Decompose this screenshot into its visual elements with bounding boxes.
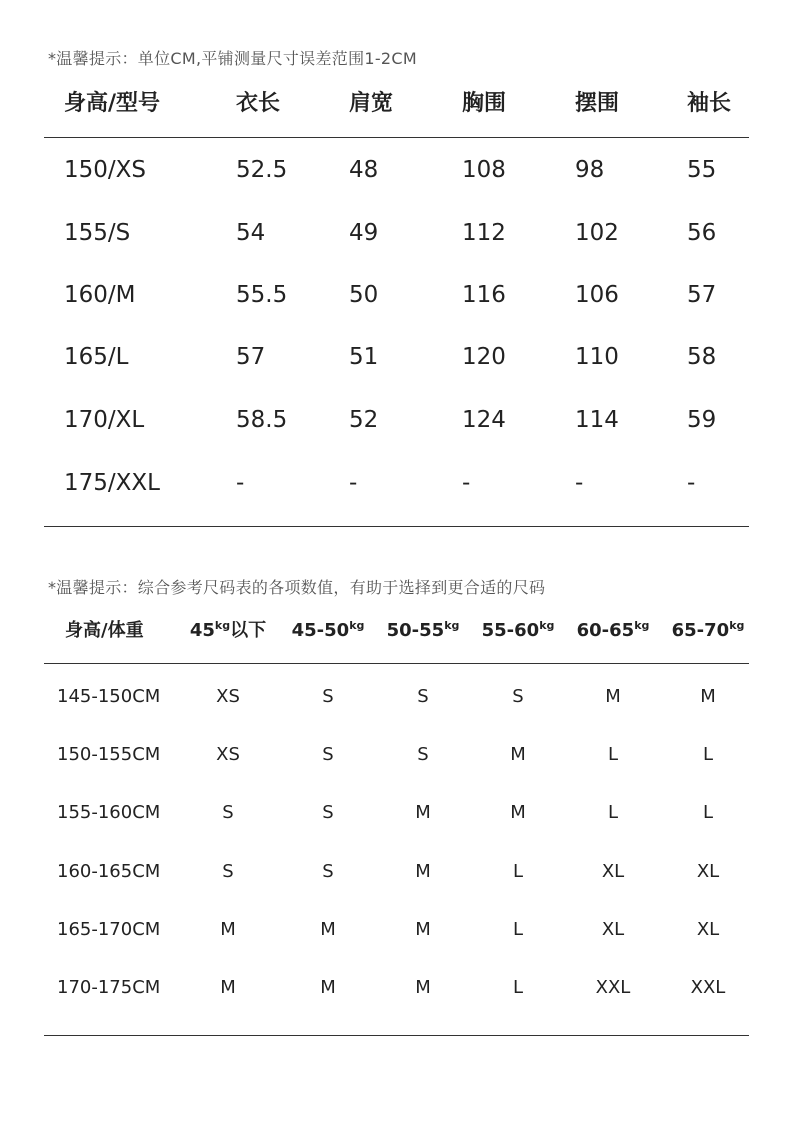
table1-top-rule <box>44 137 749 138</box>
sleeve-cell: - <box>687 470 696 496</box>
size-cell: XL <box>696 861 720 882</box>
hem-cell: 114 <box>575 407 619 433</box>
table-row <box>0 150 790 190</box>
header-height-size: 身高/型号 <box>64 91 161 116</box>
sleeve-cell: 59 <box>687 407 717 433</box>
size-cell: 170/XL <box>64 407 145 433</box>
table1-bottom-rule <box>44 526 749 527</box>
length-cell: 55.5 <box>236 282 288 308</box>
header-shoulder: 肩宽 <box>349 91 394 116</box>
size-cell: M <box>510 744 526 765</box>
header-weight-50-55: $50-55^{kg}$ <box>386 619 460 641</box>
hem-cell: - <box>575 470 584 496</box>
header-length: 衣长 <box>236 91 281 116</box>
reference-note: *温馨提示：综合参考尺码表的各项数值，有助于选择到更合适的尺码 <box>48 578 546 597</box>
size-cell: M <box>415 861 431 882</box>
height-cell: 170-175CM <box>57 977 161 998</box>
table2-bottom-rule <box>44 1035 749 1036</box>
size-table-header <box>0 84 790 124</box>
header-chest: 胸围 <box>462 91 507 116</box>
shoulder-cell: 51 <box>349 344 379 370</box>
chest-cell: 108 <box>462 157 506 183</box>
length-cell: - <box>236 470 245 496</box>
shoulder-cell: 50 <box>349 282 379 308</box>
sleeve-cell: 55 <box>687 157 717 183</box>
weight-table-header <box>0 613 790 649</box>
size-cell: M <box>415 977 431 998</box>
length-cell: 52.5 <box>236 157 288 183</box>
size-cell: M <box>320 977 336 998</box>
chest-cell: 112 <box>462 220 506 246</box>
size-cell: L <box>512 977 524 998</box>
size-cell: 165/L <box>64 344 129 370</box>
table2-top-rule <box>44 663 749 664</box>
table-row <box>0 213 790 253</box>
chest-cell: 120 <box>462 344 506 370</box>
size-cell: M <box>605 686 621 707</box>
size-cell: L <box>512 919 524 940</box>
size-cell: M <box>320 919 336 940</box>
size-cell: M <box>700 686 716 707</box>
header-weight-45-50: $45-50^{kg}$ <box>291 619 365 641</box>
size-cell: L <box>702 744 714 765</box>
size-cell: M <box>415 802 431 823</box>
size-cell: S <box>417 686 429 707</box>
size-cell: L <box>702 802 714 823</box>
size-cell: XXL <box>595 977 631 998</box>
sleeve-cell: 57 <box>687 282 717 308</box>
chest-cell: 116 <box>462 282 506 308</box>
table-row <box>0 912 790 948</box>
table-row <box>0 679 790 715</box>
height-cell: 155-160CM <box>57 802 161 823</box>
header-weight-60-65: $60-65^{kg}$ <box>576 619 650 641</box>
shoulder-cell: 49 <box>349 220 379 246</box>
length-cell: 57 <box>236 344 266 370</box>
table-row <box>0 463 790 503</box>
header-weight-45: $45^{kg}$以下 <box>189 619 267 641</box>
size-cell: 175/XXL <box>64 470 160 496</box>
chest-cell: 124 <box>462 407 506 433</box>
shoulder-cell: 52 <box>349 407 379 433</box>
hem-cell: 102 <box>575 220 619 246</box>
header-weight-55-60: $55-60^{kg}$ <box>481 619 555 641</box>
hem-cell: 110 <box>575 344 619 370</box>
size-cell: 150/XS <box>64 157 147 183</box>
size-cell: M <box>220 919 236 940</box>
height-cell: 145-150CM <box>57 686 161 707</box>
height-cell: 150-155CM <box>57 744 161 765</box>
size-cell: XL <box>601 861 625 882</box>
size-cell: L <box>607 802 619 823</box>
size-cell: L <box>512 861 524 882</box>
height-cell: 165-170CM <box>57 919 161 940</box>
size-cell: M <box>220 977 236 998</box>
header-weight-65-70: $65-70^{kg}$ <box>671 619 745 641</box>
header-hem: 摆围 <box>575 91 620 116</box>
table-row <box>0 737 790 773</box>
length-cell: 58.5 <box>236 407 288 433</box>
size-cell: 155/S <box>64 220 131 246</box>
hem-cell: 106 <box>575 282 619 308</box>
table-row <box>0 400 790 440</box>
table-row <box>0 337 790 377</box>
height-cell: 160-165CM <box>57 861 161 882</box>
size-cell: S <box>322 744 334 765</box>
header-sleeve: 袖长 <box>687 91 732 116</box>
measurement-note: *温馨提示：单位CM,平铺测量尺寸误差范围1-2CM <box>48 49 417 68</box>
size-cell: S <box>512 686 524 707</box>
shoulder-cell: 48 <box>349 157 379 183</box>
size-cell: 160/M <box>64 282 136 308</box>
size-cell: L <box>607 744 619 765</box>
table-row <box>0 275 790 315</box>
size-cell: M <box>510 802 526 823</box>
table-row <box>0 854 790 890</box>
hem-cell: 98 <box>575 157 605 183</box>
size-cell: S <box>322 686 334 707</box>
size-cell: S <box>222 802 234 823</box>
size-cell: S <box>322 802 334 823</box>
size-cell: M <box>415 919 431 940</box>
size-cell: S <box>417 744 429 765</box>
size-cell: XL <box>696 919 720 940</box>
size-cell: S <box>222 861 234 882</box>
shoulder-cell: - <box>349 470 358 496</box>
size-cell: XS <box>216 744 240 765</box>
size-cell: XS <box>216 686 240 707</box>
size-cell: XL <box>601 919 625 940</box>
chest-cell: - <box>462 470 471 496</box>
sleeve-cell: 56 <box>687 220 717 246</box>
header-height-weight: 身高/体重 <box>65 620 144 641</box>
sleeve-cell: 58 <box>687 344 717 370</box>
length-cell: 54 <box>236 220 266 246</box>
table-row <box>0 970 790 1006</box>
table-row <box>0 795 790 831</box>
size-cell: XXL <box>690 977 726 998</box>
size-cell: S <box>322 861 334 882</box>
